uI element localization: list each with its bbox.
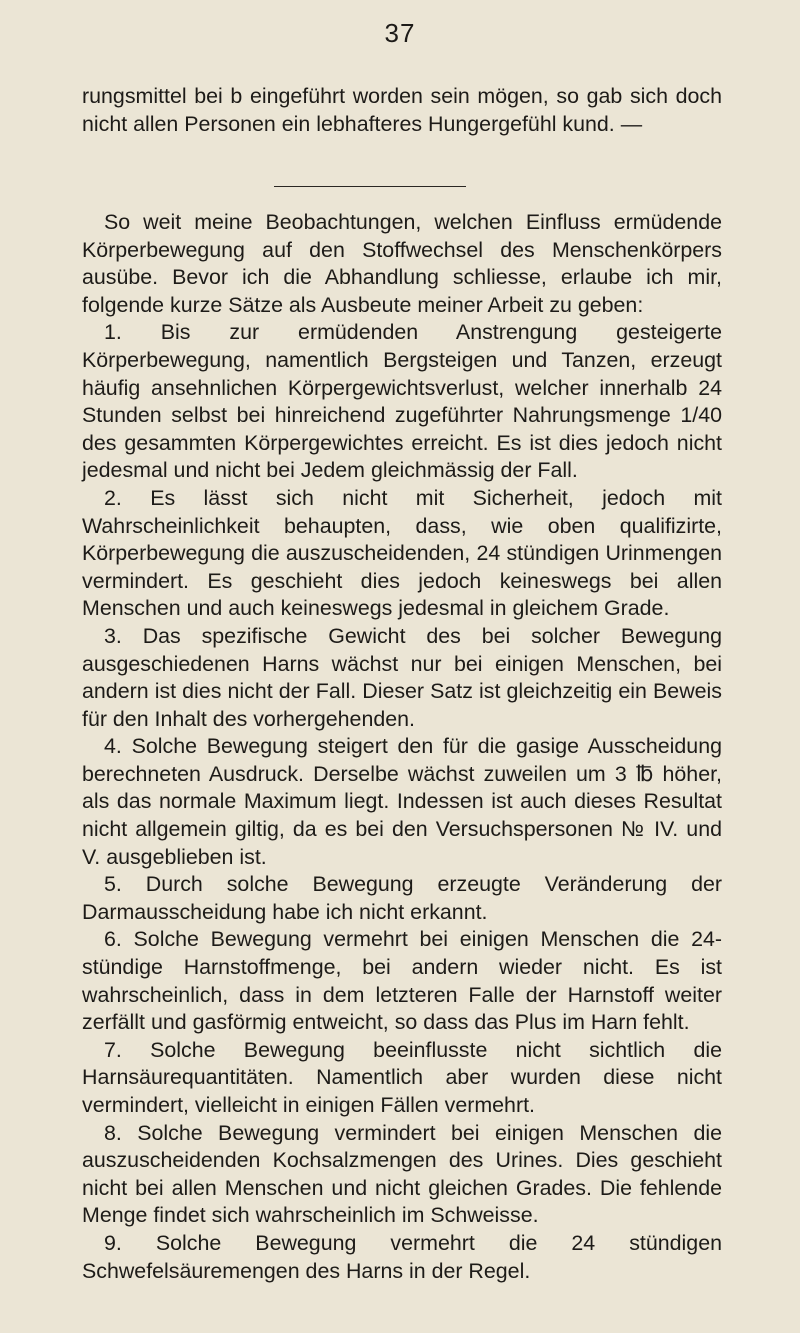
conclusion-item-6: 6. Solche Bewegung vermehrt bei einigen Menschen die 24-stündige Harnstoffmenge, bei andern wieder nicht. Es ist wahrscheinlich, dass in dem letzteren Falle der Harnstoff weiter zerfällt und gasförmig entweicht, so dass das Plus im Harn fehlt. <box>82 927 722 1035</box>
opening-paragraph: So weit meine Beobachtungen, welchen Einfluss ermüdende Körperbewegung auf den Stoffwechsel des Menschenkörpers ausübe. Bevor ich die Abhandlung schliesse, erlaube ich mir, folgende kurze Sätze als Ausbeute meiner Arbeit zu geben: <box>82 210 722 317</box>
conclusions-section <box>82 209 722 1285</box>
conclusion-item-2: 2. Es lässt sich nicht mit Sicherheit, jedoch mit Wahrscheinlichkeit behaupten, dass, wie oben qualifizirte, Körperbewegung die auszuscheidenden, 24 stündigen Urinmengen vermindert. Es geschieht dies jedoch keineswegs bei allen Menschen und auch keineswegs jedesmal in gleichem Grade. <box>82 485 722 621</box>
conclusion-item-9: 9. Solche Bewegung vermehrt die 24 stündigen Schwefelsäuremengen des Harns in der Regel. <box>82 1230 722 1283</box>
conclusion-item-3: 3. Das spezifische Gewicht des bei solcher Bewegung ausgeschiedenen Harns wächst nur bei einigen Menschen, bei andern ist dies nicht der Fall. Dieser Satz ist gleichzeitig ein Beweis für den Inhalt des vorhergehenden. <box>82 623 722 731</box>
conclusion-item-8: 8. Solche Bewegung vermindert bei einigen Menschen die auszuscheidenden Kochsalzmengen des Urines. Dies geschieht nicht bei allen Menschen und nicht gleichen Grades. Die fehlende Menge findet sich wahrscheinlich im Schweisse. <box>82 1120 722 1228</box>
section-divider <box>274 186 466 187</box>
conclusion-item-1: 1. Bis zur ermüdenden Anstrengung gesteigerte Körperbewegung, namentlich Bergsteigen und Tanzen, erzeugt häufig ansehnlichen Körpergewichtsverlust, welcher innerhalb 24 Stunden selbst bei hinreichend zugeführter Nahrungsmenge 1/40 des gesammten Körpergewichtes erreicht. Es ist dies jedoch nicht jedesmal und nicht bei Jedem gleichmässig der Fall. <box>82 320 722 483</box>
intro-text: rungsmittel bei b eingeführt worden sein mögen, so gab sich doch nicht allen Personen ein lebhafteres Hungergefühl kund. — <box>82 84 722 136</box>
page-number: 37 <box>384 18 416 48</box>
intro-paragraph <box>82 83 722 138</box>
conclusion-item-4: 4. Solche Bewegung steigert den für die gasige Ausscheidung berechneten Ausdruck. Derselbe wächst zuweilen um 3 ℔ höher, als das normale Maximum liegt. Indessen ist auch dieses Resultat nicht allgemein giltig, da es bei den Versuchspersonen № IV. und V. ausgeblieben ist. <box>82 734 722 869</box>
conclusion-item-5: 5. Durch solche Bewegung erzeugte Veränderung der Darmausscheidung habe ich nicht erkannt. <box>82 872 722 924</box>
conclusion-item-7: 7. Solche Bewegung beeinflusste nicht sichtlich die Harnsäurequantitäten. Namentlich aber wurden diese nicht vermindert, vielleicht in einigen Fällen vermehrt. <box>82 1037 722 1117</box>
